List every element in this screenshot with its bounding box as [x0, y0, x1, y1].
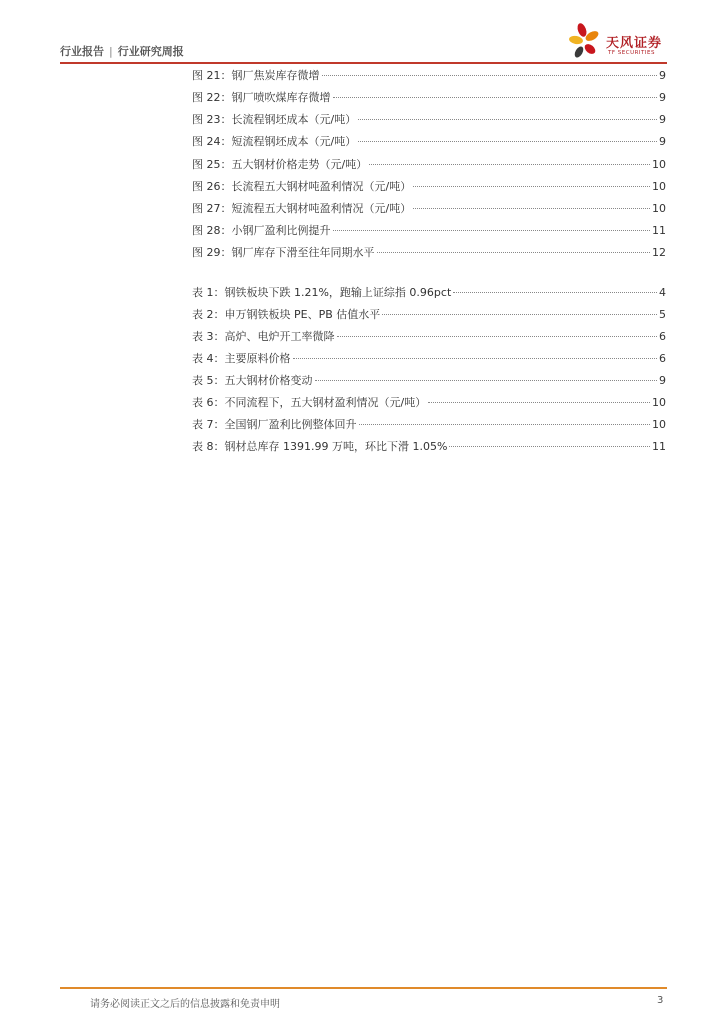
toc-entry-label: 图 28：小钢厂盈利比例提升: [192, 224, 331, 237]
toc-entry[interactable]: [192, 439, 666, 455]
toc-entry-page: 10: [652, 418, 666, 431]
toc-entry-label: 图 27：短流程五大钢材吨盈利情况（元/吨）: [192, 202, 412, 215]
toc-entry[interactable]: [192, 307, 666, 323]
toc-leader-dots: [449, 446, 650, 447]
toc-entry-page: 9: [659, 91, 666, 104]
toc-entry[interactable]: [192, 201, 666, 217]
toc-entry[interactable]: [192, 157, 666, 173]
toc-entry-page: 9: [659, 374, 666, 387]
toc-leader-dots: [369, 164, 650, 165]
toc-entry[interactable]: [192, 179, 666, 195]
disclaimer-text: 请务必阅读正文之后的信息披露和免责申明: [90, 999, 280, 1010]
toc-entry-page: 5: [659, 308, 666, 321]
toc-entry[interactable]: [192, 223, 666, 239]
header-separator: |: [109, 45, 113, 58]
header-rule: [60, 62, 667, 64]
toc-entry-page: 10: [652, 202, 666, 215]
toc-entry-label: 表 6：不同流程下，五大钢材盈利情况（元/吨）: [192, 396, 427, 409]
company-logo: [568, 22, 672, 62]
toc-entry-label: 表 3：高炉、电炉开工率微降: [192, 330, 335, 343]
toc-leader-dots: [382, 314, 657, 315]
toc-entry-label: 表 7：全国钢厂盈利比例整体回升: [192, 418, 357, 431]
toc-entry-page: 10: [652, 180, 666, 193]
page-number: 3: [657, 995, 664, 1006]
toc-entry[interactable]: [192, 351, 666, 367]
toc-entry-label: 表 1：钢铁板块下跌 1.21%，跑输上证综指 0.96pct: [192, 286, 452, 299]
toc-entry-page: 10: [652, 396, 666, 409]
toc-leader-dots: [315, 380, 658, 381]
toc-entry-label: 表 2：申万钢铁板块 PE、PB 估值水平: [192, 308, 381, 321]
toc-entry[interactable]: [192, 112, 666, 128]
toc-entry-label: 图 29：钢厂库存下滑至往年同期水平: [192, 246, 375, 259]
toc-leader-dots: [453, 292, 657, 293]
toc-entry-label: 表 5：五大钢材价格变动: [192, 374, 313, 387]
toc-leader-dots: [337, 336, 658, 337]
toc-entry[interactable]: [192, 329, 666, 345]
toc-entry-page: 12: [652, 246, 666, 259]
toc-entry-page: 9: [659, 135, 666, 148]
toc-entry-page: 4: [659, 286, 666, 299]
toc-entry-label: 图 25：五大钢材价格走势（元/吨）: [192, 158, 368, 171]
toc-leader-dots: [333, 97, 658, 98]
toc-entry-label: 表 4：主要原料价格: [192, 352, 291, 365]
toc-entry-page: 6: [659, 330, 666, 343]
toc-entry-page: 9: [659, 113, 666, 126]
toc-entry-page: 11: [652, 224, 666, 237]
toc-entry-page: 9: [659, 69, 666, 82]
footer-rule: [60, 987, 667, 989]
report-subcategory: 行业研究周报: [117, 45, 184, 58]
toc-entry-page: 11: [652, 440, 666, 453]
toc-leader-dots: [413, 208, 650, 209]
toc-leader-dots: [413, 186, 650, 187]
toc-entry-label: 表 8：钢材总库存 1391.99 万吨，环比下滑 1.05%: [192, 440, 448, 453]
toc-leader-dots: [322, 75, 658, 76]
toc-entry[interactable]: [192, 134, 666, 150]
flower-logo-icon: [568, 22, 606, 62]
logo-brand-name-en: TF SECURITIES: [608, 50, 655, 56]
toc-entry[interactable]: [192, 285, 666, 301]
toc-entry-label: 图 24：短流程钢坯成本（元/吨）: [192, 135, 357, 148]
toc-leader-dots: [358, 141, 657, 142]
toc-entry-page: 6: [659, 352, 666, 365]
logo-brand-name: 天风证券: [606, 36, 663, 51]
toc-entry-label: 图 21：钢厂焦炭库存微增: [192, 69, 320, 82]
toc-entry[interactable]: [192, 417, 666, 433]
toc-entry[interactable]: [192, 90, 666, 106]
toc-entry[interactable]: [192, 245, 666, 261]
toc-leader-dots: [293, 358, 658, 359]
toc-entry-page: 10: [652, 158, 666, 171]
toc-entry[interactable]: [192, 373, 666, 389]
toc-entry[interactable]: [192, 68, 666, 84]
toc-entry[interactable]: [192, 395, 666, 411]
toc-entry-label: 图 26：长流程五大钢材吨盈利情况（元/吨）: [192, 180, 412, 193]
toc-entry-label: 图 22：钢厂喷吹煤库存微增: [192, 91, 331, 104]
toc-leader-dots: [359, 424, 651, 425]
toc-leader-dots: [358, 119, 657, 120]
report-header: [60, 43, 184, 59]
toc-entry-label: 图 23：长流程钢坯成本（元/吨）: [192, 113, 357, 126]
toc-leader-dots: [377, 252, 651, 253]
toc-leader-dots: [428, 402, 650, 403]
toc-leader-dots: [333, 230, 651, 231]
report-category: 行业报告: [60, 45, 104, 58]
